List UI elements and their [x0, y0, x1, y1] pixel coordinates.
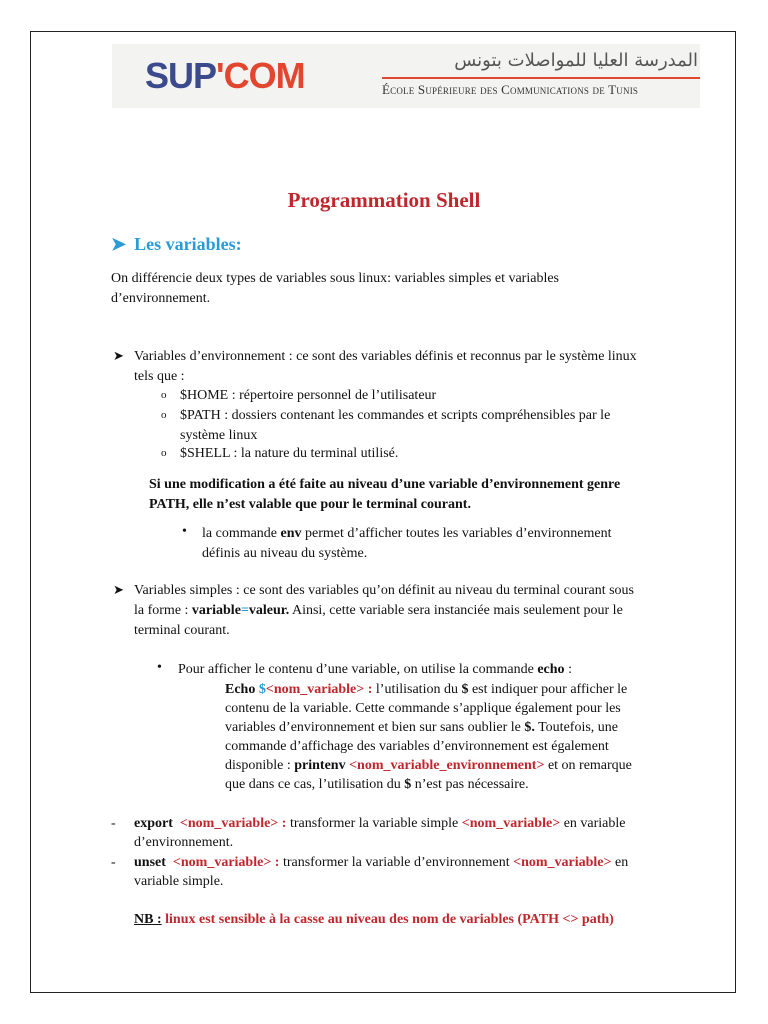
circle-bullet-icon: o — [161, 447, 167, 459]
text: variables d’environnement et bien sur sans oublier le — [225, 720, 525, 735]
dash-bullet: - — [111, 816, 116, 831]
env-item-home: $HOME : répertoire personnel de l’utilisateur — [180, 388, 437, 403]
unset-keyword: unset — [134, 855, 166, 870]
export-variable-2: <nom_variable> — [461, 816, 561, 831]
simple-line-2 — [134, 601, 623, 621]
text: transformer la variable d’environnement — [279, 855, 514, 870]
text: transformer la variable simple — [286, 816, 462, 831]
env-note-line-1: Si une modification a été faite au niveau d’une variable d’environnement genre — [149, 477, 621, 492]
env-cmd-line-1 — [202, 524, 612, 544]
text: Toutefois, une — [534, 720, 618, 735]
env-line-1: Variables d’environnement : ce sont des variables définis et reconnus par le système linux — [134, 349, 637, 364]
section-heading-text: Les variables: — [134, 234, 242, 254]
echo-line-3 — [225, 718, 618, 738]
nb-text: linux est sensible à la casse au niveau des nom de variables (PATH <> path) — [161, 912, 614, 927]
export-line-1 — [134, 814, 625, 834]
school-name-arabic: المدرسة العليا للمواصلات بتونس — [454, 50, 698, 71]
echo-variable: <nom_variable> : — [265, 682, 373, 697]
text: disponible : — [225, 758, 295, 773]
text: est indiquer pour afficher le — [468, 682, 628, 697]
text: la commande — [202, 526, 281, 541]
echo-line-6 — [225, 775, 529, 795]
logo-sup: SUP — [145, 55, 217, 96]
echo-keyword: Echo — [225, 682, 259, 697]
dollar-sign: $. — [524, 720, 535, 735]
text: Pour afficher le contenu d’une variable, on utilise la commande — [178, 662, 538, 677]
export-keyword: export — [134, 816, 173, 831]
env-command: env — [280, 526, 302, 541]
text: que dans ce cas, l’utilisation du — [225, 777, 405, 792]
text: en variable — [560, 816, 626, 831]
circle-bullet-icon: o — [161, 389, 167, 401]
dot-bullet-icon: • — [157, 660, 162, 675]
text: l’utilisation du — [372, 682, 462, 697]
variable-keyword: variable — [191, 603, 241, 618]
simple-line-1: Variables simples : ce sont des variables qu’on définit au niveau du terminal courant sous — [134, 583, 634, 598]
env-line-2: tels que : — [134, 369, 185, 384]
env-item-path-cont: système linux — [180, 428, 258, 443]
env-item-shell: $SHELL : la nature du terminal utilisé. — [180, 446, 399, 461]
dollar-sign: $ — [404, 777, 412, 792]
dollar-sign: $ — [258, 682, 266, 697]
arrow-bullet-icon: ➤ — [113, 348, 124, 363]
circle-bullet-icon: o — [161, 409, 167, 421]
env-item-path: $PATH : dossiers contenant les commandes et scripts compréhensibles par le — [180, 408, 611, 423]
echo-line-5 — [225, 756, 632, 776]
echo-line-4: commande d’affichage des variables d’environnement est également — [225, 739, 609, 754]
text: en — [611, 855, 629, 870]
echo-command: echo — [537, 662, 565, 677]
school-name-french: École Supérieure des Communications de Tunis — [382, 82, 639, 97]
echo-line-1 — [225, 680, 627, 700]
text: n’est pas nécessaire. — [411, 777, 529, 792]
intro-line-2: d’environnement. — [111, 291, 211, 306]
simple-line-3: terminal courant. — [134, 623, 230, 638]
page-title: Programmation Shell — [287, 188, 481, 212]
equals-sign: = — [240, 603, 249, 618]
printenv-variable: <nom_variable_environnement> — [345, 758, 545, 773]
nb-label: NB : — [134, 912, 162, 927]
unset-line-1 — [134, 853, 628, 873]
unset-variable: <nom_variable> : — [172, 855, 280, 870]
echo-intro — [178, 660, 572, 680]
env-note-line-2: PATH, elle n’est valable que pour le terminal courant. — [149, 497, 471, 512]
text: permet d’afficher toutes les variables d’environnement — [301, 526, 612, 541]
env-cmd-line-2: définis au niveau du système. — [202, 546, 368, 561]
text: : — [564, 662, 572, 677]
echo-line-2: contenu de la variable. Cette commande s’applique également pour les — [225, 701, 621, 716]
nb-note — [134, 910, 614, 930]
arrow-bullet-icon: ➤ — [113, 582, 124, 597]
export-line-2: d’environnement. — [134, 835, 234, 850]
unset-variable-2: <nom_variable> — [513, 855, 612, 870]
dollar-sign: $ — [461, 682, 469, 697]
arrow-bullet-icon: ➤ — [111, 234, 127, 254]
value-keyword: valeur. — [248, 603, 290, 618]
logo-com: COM — [223, 55, 305, 96]
text: Ainsi, cette variable sera instanciée mais seulement pour le — [289, 603, 623, 618]
dot-bullet-icon: • — [182, 524, 187, 539]
intro-line-1: On différencie deux types de variables sous linux: variables simples et variables — [111, 271, 559, 286]
export-variable: <nom_variable> : — [179, 816, 287, 831]
unset-line-2: variable simple. — [134, 874, 224, 889]
section-heading — [111, 234, 242, 255]
text: et on remarque — [544, 758, 632, 773]
dash-bullet: - — [111, 855, 116, 870]
header-divider — [382, 77, 700, 79]
text: la forme : — [134, 603, 192, 618]
supcom-logo — [145, 55, 305, 96]
printenv-command: printenv — [294, 758, 346, 773]
logo-apostrophe: ' — [216, 55, 224, 96]
